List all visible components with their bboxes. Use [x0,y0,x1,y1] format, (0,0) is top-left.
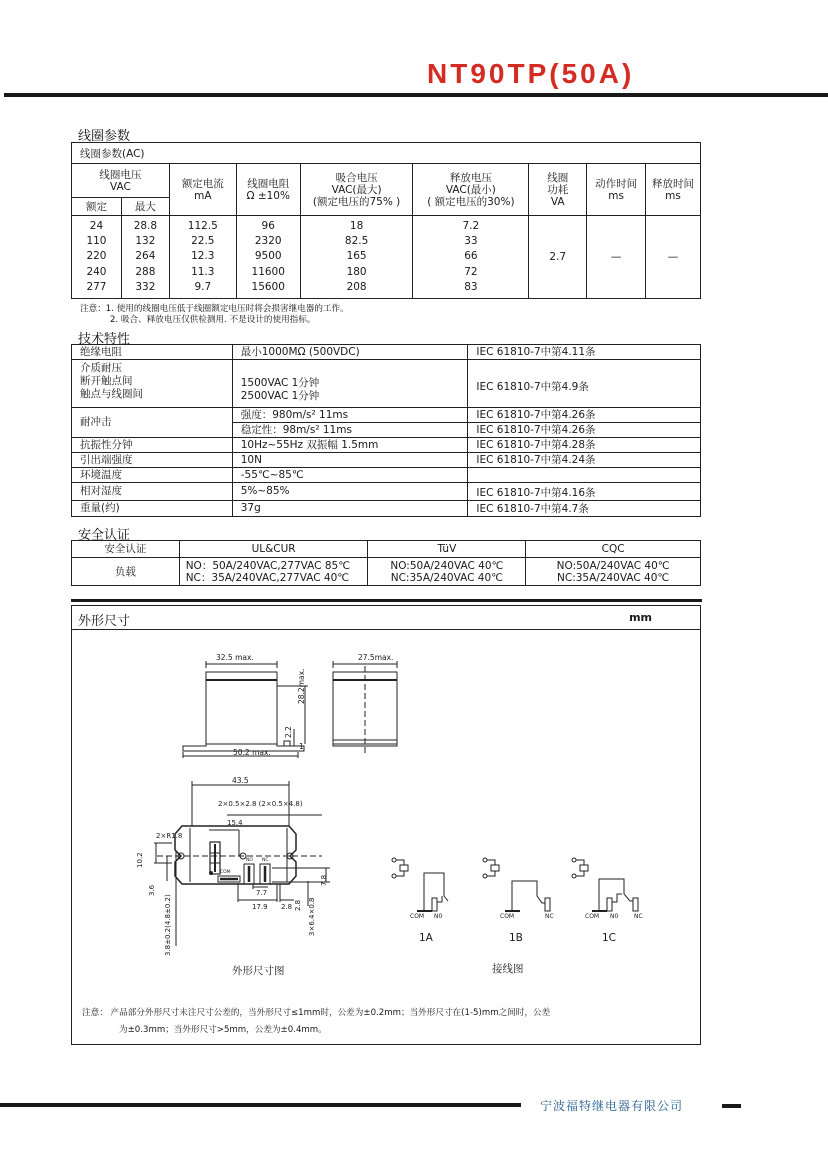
wiring-1b-label: 1B [509,932,523,944]
tech-row: 绝缘电阻 最小1000MΩ (500VDC) IEC 61810-7中第4.11条 [72,345,701,360]
dim-2-8-bottom: 2.8 [281,903,293,911]
header-release-time: 释放时间 ms [646,164,701,216]
tech-row: 重量(约) 37g IEC 61810-7中第4.7条 [72,501,701,517]
cert-header-label: 安全认证 [72,541,180,558]
dim-height: 28.2max. [297,668,306,704]
wiring-1b-nc: NC [545,913,554,920]
pin-nc-label: NC [262,858,269,863]
cert-cqc-values: NO:50A/240VAC 40℃ NC:35A/240VAC 40℃ [526,558,701,586]
header-coil-resistance: 线圈电阻 Ω ±10% [236,164,300,216]
col-max-values: 28.8 132 264 288 332 [121,216,169,299]
cert-tuv-values: NO:50A/240VAC 40℃ NC:35A/240VAC 40℃ [368,558,526,586]
header-coil-power: 线圈 功耗 VA [529,164,587,216]
cert-header-cqc: CQC [526,541,701,558]
coil-section-heading: 线圈参数 [78,129,131,144]
dimensions-unit: mm [629,611,652,624]
header-rated-current: 额定电流 mA [169,164,236,216]
dim-terminal: 2×0.5×2.8 (2×0.5×4.8) [218,800,303,808]
pin-com-label: COM [220,870,231,875]
wiring-1c-drawing [572,858,638,911]
wiring-1c-label: 1C [602,932,617,944]
cert-header-tuv: TüV [368,541,526,558]
tech-row: 稳定性：98m/s² 11ms IEC 61810-7中第4.26条 [72,423,701,438]
coil-note-1: 注意：1. 使用的线圈电压低于线圈额定电压时将会损害继电器的工作。 [80,304,349,314]
cert-load-label: 负载 [72,558,180,586]
certification-table [71,540,701,586]
dim-17-9: 17.9 [252,903,268,911]
outline-caption: 外形尺寸图 [232,965,285,977]
wiring-1b-drawing [483,858,550,911]
header-coil-voltage: 线圈电压 VAC [72,164,170,198]
header-pickup-voltage: 吸合电压 VAC(最大) (额定电压的75% ) [300,164,413,216]
tech-row: 引出端强度 10N IEC 61810-7中第4.24条 [72,453,701,468]
wiring-1a-label: 1A [419,932,433,944]
col-release-values: 7.2 33 66 72 83 [413,216,529,299]
dim-10-2: 10.2 [136,852,144,868]
dim-top-width: 32.5 max. [216,653,254,662]
dimensions-title: 外形尺寸 [78,614,131,629]
wiring-1c-com: COM [585,913,600,920]
wiring-caption: 接线图 [492,963,524,975]
dimensions-note: 注意： 产品部分外形尺寸未注尺寸公差的，当外形尺寸≤1mm时，公差为±0.2mm；当外形尺寸在(1-5)mm之间时，公差 为±0.3mm；当外形尺寸>5mm，公差为±0.4mm。 [82,1008,551,1035]
tech-specs-table [71,344,701,517]
dim-pin-gap: 1 [299,742,304,751]
dim-15-4: 15.4 [227,819,243,827]
footer-rule [0,1103,521,1107]
cert-ul-values: NO：50A/240VAC,277VAC 85℃ NC：35A/240VAC,277VAC 40℃ [179,558,368,586]
section-rule [71,599,702,602]
header-rated: 额定 [72,198,122,216]
header-max: 最大 [121,198,169,216]
dim-7-8: 7.8 [320,874,328,886]
coil-parameters-table [71,142,701,299]
dim-foot: 2.2 [284,726,293,738]
cert-header-ul: UL&CUR [179,541,368,558]
company-name: 宁波福特继电器有限公司 [540,1099,684,1113]
cert-section-heading: 安全认证 [78,528,131,543]
dim-7-7: 7.7 [256,889,268,897]
dimensions-panel [71,605,701,1045]
coil-table-title: 线圈参数(AC) [72,143,701,164]
wiring-1b-com: COM [500,913,515,920]
pin-no-label: NO [246,858,253,863]
footer-dash [722,1104,741,1108]
release-time-value: — [646,216,701,299]
header-rule [4,93,828,97]
side-view-drawing [333,661,397,754]
col-current-values: 112.5 22.5 12.3 11.3 9.7 [169,216,236,299]
wiring-1a-no: N0 [434,913,443,920]
tech-row: 相对湿度 5%~85% IEC 61810-7中第4.16条 [72,483,701,501]
wiring-1a-com: COM [410,913,425,920]
tech-section-heading: 技术特性 [78,332,131,347]
dim-3-6: 3.6 [148,884,156,896]
tech-row: 抗振性分钟 10Hz~55Hz 双振幅 1.5mm IEC 61810-7中第4.28条 [72,438,701,453]
operate-time-value: — [587,216,646,299]
coil-power-value: 2.7 [529,216,587,299]
dim-side-width: 27.5max. [358,653,394,662]
wiring-1a-drawing [392,858,448,911]
header-operate-time: 动作时间 ms [587,164,646,216]
tech-row: 耐冲击 强度：980m/s² 11ms IEC 61810-7中第4.26条 [72,408,701,423]
header-release-voltage: 释放电压 VAC(最小) ( 额定电压的30%) [413,164,529,216]
wiring-1c-nc: NC [634,913,643,920]
coil-note-2: 2. 吸合、释放电压仅供检测用. 不是设计的使用指标。 [110,315,316,325]
dim-3-8: 3.8±0.2(4.8±0.2) [164,894,172,956]
wiring-1c-no: N0 [610,913,619,920]
product-title: NT90TP(50A) [427,58,635,89]
col-pickup-values: 18 82.5 165 180 208 [300,216,413,299]
col-rated-values: 24 110 220 240 277 [72,216,122,299]
dim-base-length: 50.2 max. [233,748,271,757]
front-view-drawing [183,661,308,758]
dim-overall: 43.5 [232,776,249,785]
tech-row: 介质耐压 断开触点间 触点与线圈间 1500VAC 1分钟 2500VAC 1分钟 IEC 61810-7中第4.9条 [72,360,701,408]
dim-radius: 2×R1.8 [156,832,183,840]
dim-6-4: 3×6.4×0.8 [308,897,316,936]
dim-2-8-side: 2.8 [294,899,302,911]
tech-row: 环境温度 -55℃~85℃ [72,468,701,483]
col-resistance-values: 96 2320 9500 11600 15600 [236,216,300,299]
